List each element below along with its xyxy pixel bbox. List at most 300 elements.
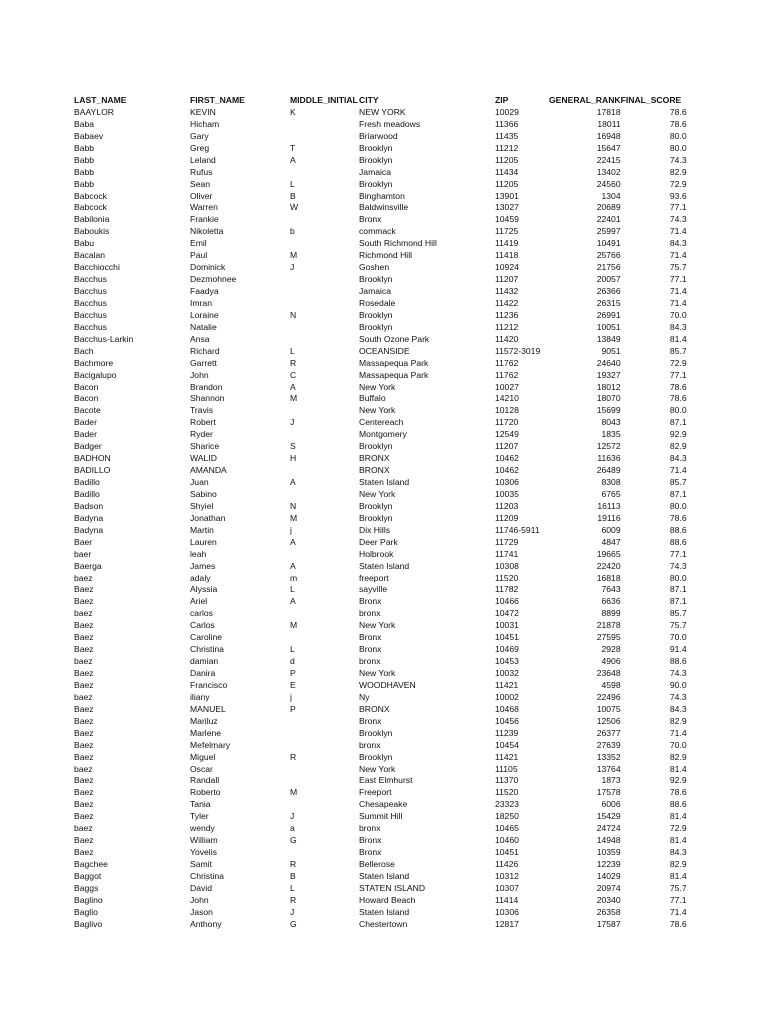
table-row: [74, 477, 687, 489]
middle-initial-cell: J: [290, 811, 295, 822]
table-row: [74, 382, 687, 394]
middle-initial-cell: A: [290, 536, 296, 547]
first-name-cell: Faadya: [190, 286, 219, 296]
final-score-cell: 84.3: [669, 238, 687, 249]
first-name-cell: Anthony: [190, 918, 222, 929]
first-name-cell: William: [190, 835, 218, 846]
city-cell: Massapequa Park: [359, 357, 429, 368]
final-score-cell: 70.0: [669, 739, 687, 750]
zip-cell: 10456: [495, 715, 519, 726]
last-name-cell: Babb: [74, 178, 95, 189]
first-name-cell: Robert: [190, 417, 216, 428]
zip-cell: 10462: [495, 453, 519, 464]
final-score-cell: 74.3: [669, 214, 687, 225]
last-name-cell: baez: [74, 572, 93, 583]
zip-cell: 11205: [495, 154, 519, 165]
zip-cell: 10451: [495, 847, 519, 858]
general-rank-cell: 6765: [601, 488, 621, 499]
table-row: [74, 310, 687, 322]
first-name-cell: KEVIN: [190, 106, 216, 117]
city-cell: Brooklyn: [359, 727, 393, 738]
city-cell: Richmond Hill: [359, 250, 413, 261]
zip-cell: 11105: [495, 763, 518, 774]
general-rank-cell: 13849: [596, 333, 621, 344]
zip-cell: 10029: [495, 106, 519, 117]
first-name-cell: MANUEL: [190, 703, 226, 714]
zip-cell: 10454: [495, 739, 519, 750]
last-name-cell: Bacchus-Larkin: [74, 333, 134, 344]
last-name-cell: Bacote: [74, 405, 101, 416]
general-rank-cell: 1304: [601, 190, 621, 201]
table-row: [74, 370, 687, 382]
first-name-cell: Juan: [190, 477, 209, 487]
middle-initial-cell: [290, 465, 359, 477]
zip-cell: 11782: [495, 584, 519, 595]
middle-initial-cell: N: [290, 309, 297, 320]
last-name-cell: Babb: [74, 142, 95, 153]
general-rank-cell: 22401: [596, 214, 621, 225]
final-score-cell: 82.9: [669, 715, 687, 726]
last-name-cell: Baglivo: [74, 918, 103, 929]
final-score-cell: 93.6: [669, 190, 687, 201]
table-body: [74, 107, 687, 931]
first-name-cell: carlos: [190, 608, 213, 619]
last-name-cell: Baez: [74, 751, 94, 762]
final-score-cell: 85.7: [669, 608, 687, 619]
middle-initial-cell: [290, 119, 359, 131]
middle-initial-cell: M: [290, 250, 298, 261]
table-row: [74, 202, 687, 214]
table-row: [74, 668, 687, 680]
first-name-cell: Caroline: [190, 632, 223, 643]
city-cell: Dix Hills: [359, 524, 391, 535]
last-name-cell: Bachmore: [74, 357, 114, 368]
middle-initial-cell: [290, 131, 359, 143]
table-row: [74, 847, 687, 859]
table-row: [74, 644, 687, 656]
middle-initial-cell: L: [290, 178, 295, 189]
last-name-cell: Badyna: [74, 512, 104, 523]
middle-initial-cell: [290, 298, 359, 310]
city-cell: Massapequa Park: [359, 369, 429, 380]
general-rank-cell: 20057: [596, 274, 621, 285]
general-rank-cell: 6006: [601, 799, 621, 810]
first-name-cell: Gary: [190, 130, 209, 141]
final-score-cell: 78.6: [669, 106, 687, 117]
general-rank-cell: 4847: [601, 536, 621, 547]
city-cell: Bronx: [359, 644, 382, 655]
last-name-cell: Baez: [74, 847, 94, 858]
first-name-cell: Randall: [190, 775, 220, 786]
general-rank-cell: 10075: [596, 703, 621, 714]
general-rank-cell: 26377: [596, 727, 621, 738]
last-name-cell: Baez: [74, 727, 94, 738]
city-cell: BRONX: [359, 703, 390, 714]
first-name-cell: Mariluz: [190, 715, 218, 726]
last-name-cell: Baez: [74, 632, 94, 643]
final-score-cell: 75.7: [669, 262, 687, 273]
table-row: [74, 441, 687, 453]
first-name-cell: Nikoletta: [190, 226, 224, 237]
general-rank-cell: 14029: [596, 870, 621, 881]
general-rank-cell: 10491: [596, 238, 621, 249]
zip-cell: 10453: [495, 656, 519, 667]
city-cell: STATEN ISLAND: [359, 882, 426, 893]
city-cell: WOODHAVEN: [359, 679, 416, 690]
general-rank-cell: 22496: [596, 691, 621, 702]
middle-initial-cell: [290, 728, 359, 740]
final-score-cell: 87.1: [669, 584, 687, 595]
general-rank-cell: 6636: [601, 596, 621, 607]
general-rank-cell: 8043: [601, 417, 621, 428]
final-score-cell: 81.4: [669, 811, 687, 822]
table-row: [74, 740, 687, 752]
table-row: [74, 680, 687, 692]
last-name-cell: Baez: [74, 715, 94, 726]
last-name-cell: Baez: [74, 703, 94, 714]
first-name-cell: Richard: [190, 345, 220, 356]
last-name-cell: Baez: [74, 596, 94, 607]
last-name-cell: Baglio: [74, 906, 98, 917]
table-row: [74, 334, 687, 346]
first-name-cell: Paul: [190, 250, 208, 261]
general-rank-cell: 12572: [596, 441, 621, 452]
zip-cell: 10312: [495, 870, 519, 881]
general-rank-cell: 1835: [601, 429, 621, 440]
table-row: [74, 787, 687, 799]
middle-initial-cell: [290, 549, 359, 561]
city-cell: Bronx: [359, 596, 382, 607]
last-name-cell: Baez: [74, 644, 94, 655]
final-score-cell: 72.9: [669, 823, 687, 834]
final-score-cell: 85.7: [669, 345, 687, 356]
first-name-cell: WALID: [190, 453, 217, 464]
middle-initial-cell: P: [290, 668, 296, 678]
middle-initial-cell: [290, 405, 359, 417]
general-rank-cell: 17587: [596, 918, 621, 929]
last-name-cell: Babb: [74, 154, 95, 165]
zip-cell: 12817: [495, 918, 519, 929]
final-score-cell: 74.3: [669, 691, 687, 702]
zip-cell: 11729: [495, 536, 519, 547]
final-score-cell: 92.9: [669, 775, 687, 786]
final-score-cell: 77.1: [669, 894, 687, 905]
last-name-cell: baez: [74, 656, 93, 667]
city-cell: NEW YORK: [359, 106, 406, 117]
general-rank-cell: 25766: [596, 250, 621, 261]
middle-initial-cell: [290, 429, 359, 441]
first-name-cell: Marlene: [190, 727, 222, 738]
general-rank-cell: 20689: [596, 202, 621, 213]
first-name-cell: Danira: [190, 668, 216, 678]
last-name-cell: Baez: [74, 787, 94, 798]
last-name-cell: Baez: [74, 739, 94, 750]
middle-initial-cell: L: [290, 644, 295, 655]
table-row: [74, 238, 687, 250]
last-name-cell: Babaev: [74, 130, 104, 141]
zip-cell: 11422: [495, 297, 519, 308]
first-name-cell: John: [190, 369, 209, 380]
middle-initial-cell: M: [290, 393, 298, 404]
table-row: [74, 525, 687, 537]
middle-initial-cell: [290, 799, 359, 811]
table-row: [74, 895, 687, 907]
table-row: [74, 716, 687, 728]
zip-cell: 10031: [495, 620, 519, 631]
zip-cell: 10451: [495, 632, 519, 643]
final-score-cell: 71.4: [669, 465, 687, 476]
table-row: [74, 871, 687, 883]
header-final-score: FINAL_SCORE: [620, 95, 682, 105]
city-cell: Brooklyn: [359, 512, 393, 523]
general-rank-cell: 2928: [601, 644, 621, 655]
last-name-cell: Babcock: [74, 190, 107, 201]
middle-initial-cell: M: [290, 620, 298, 631]
middle-initial-cell: [290, 764, 359, 776]
middle-initial-cell: H: [290, 453, 297, 464]
final-score-cell: 90.0: [669, 679, 687, 690]
zip-cell: 11762: [495, 369, 519, 380]
last-name-cell: Badger: [74, 441, 102, 452]
first-name-cell: Yovelis: [190, 847, 217, 858]
middle-initial-cell: T: [290, 142, 296, 153]
final-score-cell: 87.1: [669, 596, 687, 607]
city-cell: South Ozone Park: [359, 333, 430, 344]
zip-cell: 13901: [495, 190, 519, 201]
middle-initial-cell: [290, 489, 359, 501]
header-middle-initial: MIDDLE_INITIAL: [290, 95, 358, 105]
table-row: [74, 262, 687, 274]
final-score-cell: 82.9: [669, 166, 687, 177]
last-name-cell: Baggs: [74, 882, 99, 893]
header-general-rank: GENERAL_RANK: [549, 95, 621, 105]
last-name-cell: baer: [74, 548, 92, 559]
city-cell: Centereach: [359, 417, 404, 428]
header-last-name: LAST_NAME: [74, 95, 127, 105]
table-row: [74, 429, 687, 441]
general-rank-cell: 19665: [596, 548, 621, 559]
middle-initial-cell: L: [290, 882, 295, 893]
middle-initial-cell: G: [290, 835, 297, 846]
general-rank-cell: 8308: [601, 477, 621, 487]
city-cell: New York: [359, 405, 396, 416]
middle-initial-cell: j: [290, 524, 292, 535]
city-cell: New York: [359, 488, 396, 499]
general-rank-cell: 11636: [597, 453, 621, 464]
zip-cell: 10035: [495, 488, 519, 499]
first-name-cell: Christina: [190, 870, 224, 881]
middle-initial-cell: R: [290, 894, 297, 905]
middle-initial-cell: A: [290, 381, 296, 392]
final-score-cell: 87.1: [669, 417, 687, 428]
table-row: [74, 286, 687, 298]
first-name-cell: Ryder: [190, 429, 213, 440]
city-cell: Bronx: [359, 847, 382, 858]
final-score-cell: 72.9: [669, 178, 687, 189]
first-name-cell: Dezmohnee: [190, 274, 237, 285]
general-rank-cell: 18011: [597, 118, 621, 129]
zip-cell: 11762: [495, 357, 519, 368]
zip-cell: 11209: [495, 512, 519, 523]
first-name-cell: Samit: [190, 859, 212, 869]
middle-initial-cell: m: [290, 572, 298, 583]
final-score-cell: 74.3: [669, 560, 687, 571]
zip-cell: 10459: [495, 214, 519, 225]
middle-initial-cell: [290, 214, 359, 226]
zip-cell: 11520: [495, 572, 519, 583]
city-cell: Chesapeake: [359, 799, 408, 810]
general-rank-cell: 4906: [601, 656, 621, 667]
final-score-cell: 81.4: [669, 763, 687, 774]
last-name-cell: Baboukis: [74, 226, 110, 237]
general-rank-cell: 13402: [596, 166, 621, 177]
zip-cell: 11421: [495, 751, 519, 762]
zip-cell: 13027: [495, 202, 519, 213]
middle-initial-cell: R: [290, 357, 297, 368]
first-name-cell: Imran: [190, 297, 212, 308]
header-zip: ZIP: [495, 95, 509, 105]
first-name-cell: Oscar: [190, 763, 213, 774]
city-cell: Binghamton: [359, 190, 405, 201]
general-rank-cell: 17818: [596, 106, 621, 117]
city-cell: Brooklyn: [359, 500, 393, 511]
final-score-cell: 84.3: [669, 847, 687, 858]
city-cell: bronx: [359, 608, 381, 619]
city-cell: Bellerose: [359, 859, 395, 869]
final-score-cell: 74.3: [669, 668, 687, 678]
last-name-cell: Bacon: [74, 381, 99, 392]
general-rank-cell: 17578: [596, 787, 621, 798]
last-name-cell: baez: [74, 608, 93, 619]
last-name-cell: Baba: [74, 118, 95, 129]
middle-initial-cell: [290, 334, 359, 346]
first-name-cell: Leland: [190, 154, 216, 165]
first-name-cell: Sharice: [190, 441, 220, 452]
last-name-cell: Bacchus: [74, 274, 107, 285]
general-rank-cell: 21878: [596, 620, 621, 631]
first-name-cell: John: [190, 894, 209, 905]
final-score-cell: 71.4: [669, 250, 687, 261]
city-cell: Bronx: [359, 715, 382, 726]
general-rank-cell: 10051: [596, 321, 621, 332]
table-row: [74, 859, 687, 871]
first-name-cell: Shannon: [190, 393, 225, 404]
zip-cell: 10002: [495, 691, 519, 702]
middle-initial-cell: [290, 716, 359, 728]
general-rank-cell: 16948: [596, 130, 621, 141]
final-score-cell: 80.0: [669, 130, 687, 141]
last-name-cell: Bacigalupo: [74, 369, 117, 380]
city-cell: Brooklyn: [359, 309, 393, 320]
general-rank-cell: 24724: [596, 823, 621, 834]
last-name-cell: Bagchee: [74, 859, 108, 869]
general-rank-cell: 18070: [596, 393, 621, 404]
zip-cell: 11720: [495, 417, 519, 428]
general-rank-cell: 19116: [597, 512, 621, 523]
final-score-cell: 81.4: [669, 835, 687, 846]
first-name-cell: Roberto: [190, 787, 221, 798]
table-row: [74, 167, 687, 179]
table-row: [74, 453, 687, 465]
zip-cell: 10465: [495, 823, 519, 834]
table-row: [74, 298, 687, 310]
table-row: [74, 608, 687, 620]
table-row: [74, 358, 687, 370]
final-score-cell: 70.0: [669, 309, 687, 320]
middle-initial-cell: [290, 322, 359, 334]
zip-cell: 10306: [495, 906, 519, 917]
final-score-cell: 77.1: [669, 274, 687, 285]
city-cell: OCEANSIDE: [359, 345, 410, 356]
table-row: [74, 632, 687, 644]
last-name-cell: Bacchiocchi: [74, 262, 120, 273]
zip-cell: 10032: [495, 668, 519, 678]
table-row: [74, 596, 687, 608]
city-cell: Howard Beach: [359, 894, 416, 905]
first-name-cell: Tania: [190, 799, 211, 810]
middle-initial-cell: B: [290, 190, 296, 201]
first-name-cell: Jason: [190, 906, 213, 917]
table-row: [74, 561, 687, 573]
middle-initial-cell: J: [290, 262, 295, 273]
zip-cell: 11435: [495, 130, 519, 141]
final-score-cell: 75.7: [669, 882, 687, 893]
zip-cell: 11366: [495, 118, 519, 129]
table-row: [74, 346, 687, 358]
general-rank-cell: 26358: [596, 906, 621, 917]
table-row: [74, 405, 687, 417]
first-name-cell: Ariel: [190, 596, 208, 607]
zip-cell: 11414: [495, 894, 519, 905]
last-name-cell: Baggot: [74, 870, 102, 881]
table-row: [74, 250, 687, 262]
middle-initial-cell: [290, 632, 359, 644]
city-cell: Brooklyn: [359, 441, 393, 452]
general-rank-cell: 1873: [601, 775, 621, 786]
general-rank-cell: 27639: [596, 739, 621, 750]
general-rank-cell: 12239: [596, 859, 621, 869]
zip-cell: 11207: [495, 441, 519, 452]
zip-cell: 11207: [495, 274, 519, 285]
city-cell: Fresh meadows: [359, 118, 421, 129]
table-row: [74, 752, 687, 764]
final-score-cell: 92.9: [669, 429, 687, 440]
city-cell: South Richmond Hill: [359, 238, 437, 249]
final-score-cell: 88.6: [669, 799, 687, 810]
middle-initial-cell: d: [290, 656, 295, 667]
table-row: [74, 835, 687, 847]
first-name-cell: Miguel: [190, 751, 216, 762]
city-cell: Brooklyn: [359, 142, 393, 153]
table-row: [74, 155, 687, 167]
final-score-cell: 78.6: [669, 381, 687, 392]
city-cell: Jamaica: [359, 286, 391, 296]
last-name-cell: Baglino: [74, 894, 103, 905]
first-name-cell: Ansa: [190, 333, 210, 344]
city-cell: sayville: [359, 584, 388, 595]
middle-initial-cell: j: [290, 691, 292, 702]
last-name-cell: Baez: [74, 835, 94, 846]
last-name-cell: Baerga: [74, 560, 102, 571]
final-score-cell: 78.6: [669, 918, 687, 929]
general-rank-cell: 25997: [596, 226, 621, 237]
zip-cell: 10308: [495, 560, 519, 571]
final-score-cell: 77.1: [669, 369, 687, 380]
data-table: [74, 95, 687, 931]
final-score-cell: 81.4: [669, 333, 687, 344]
final-score-cell: 80.0: [669, 405, 687, 416]
zip-cell: 10468: [495, 703, 519, 714]
